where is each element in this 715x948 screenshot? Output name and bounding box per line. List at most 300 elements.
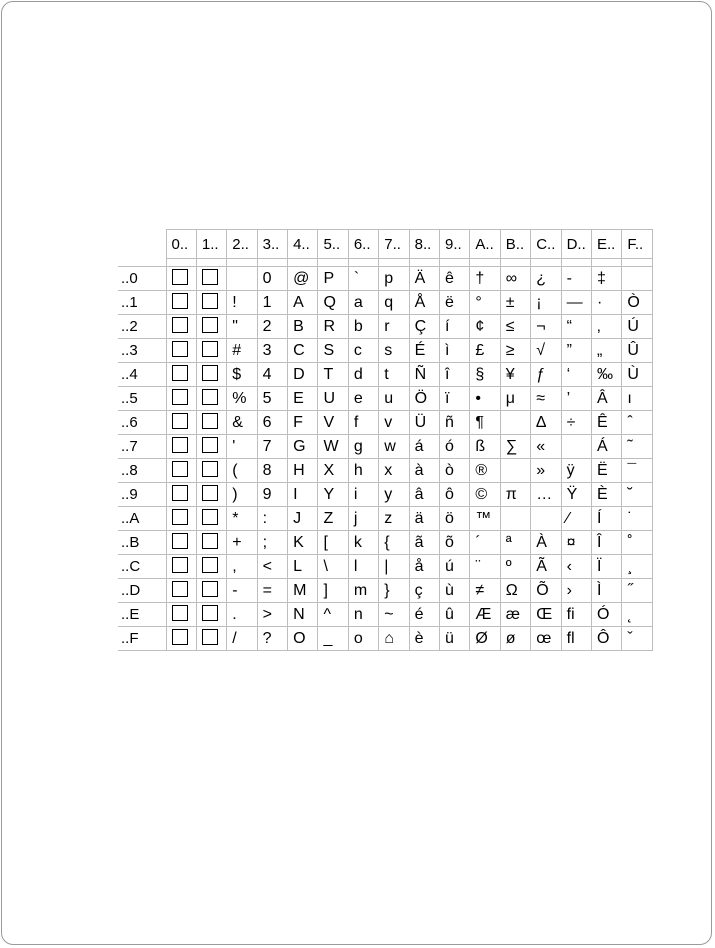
- missing-glyph-box: [202, 413, 218, 429]
- row-header: ..7: [118, 435, 166, 459]
- character-cell: [196, 555, 226, 579]
- character-cell: ¸: [622, 555, 652, 579]
- character-cell: ®: [470, 459, 500, 483]
- character-cell: U: [318, 387, 348, 411]
- character-cell: ¤: [561, 531, 591, 555]
- character-cell: 6: [257, 411, 287, 435]
- character-cell: »: [531, 459, 561, 483]
- table-row: [118, 339, 652, 363]
- character-cell: c: [348, 339, 378, 363]
- character-cell: q: [379, 291, 409, 315]
- character-cell: ⌂: [379, 627, 409, 651]
- character-cell: ;: [257, 531, 287, 555]
- character-cell: û: [440, 603, 470, 627]
- missing-glyph-box: [202, 341, 218, 357]
- character-cell: é: [409, 603, 439, 627]
- missing-glyph-box: [172, 461, 188, 477]
- character-cell: ã: [409, 531, 439, 555]
- character-cell: k: [348, 531, 378, 555]
- character-cell: d: [348, 363, 378, 387]
- character-cell: [500, 507, 530, 531]
- character-cell: ‹: [561, 555, 591, 579]
- character-cell: [166, 435, 196, 459]
- character-cell: o: [348, 627, 378, 651]
- character-cell: =: [257, 579, 287, 603]
- character-cell: [166, 507, 196, 531]
- missing-glyph-box: [202, 485, 218, 501]
- table-row: [118, 363, 652, 387]
- character-cell: Ú: [622, 315, 652, 339]
- character-cell: $: [227, 363, 257, 387]
- character-cell: [196, 363, 226, 387]
- character-cell: ∆: [531, 411, 561, 435]
- character-cell: ø: [500, 627, 530, 651]
- character-cell: ü: [440, 627, 470, 651]
- character-cell: [196, 339, 226, 363]
- character-cell: [196, 507, 226, 531]
- character-cell: Æ: [470, 603, 500, 627]
- character-cell: Ê: [591, 411, 621, 435]
- character-cell: ⁄: [561, 507, 591, 531]
- character-cell: ﬂ: [561, 627, 591, 651]
- character-cell: â: [409, 483, 439, 507]
- character-cell: L: [288, 555, 318, 579]
- table-row: [118, 435, 652, 459]
- row-header: ..F: [118, 627, 166, 651]
- character-cell: s: [379, 339, 409, 363]
- character-cell: !: [227, 291, 257, 315]
- character-cell: á: [409, 435, 439, 459]
- character-cell: .: [227, 603, 257, 627]
- character-cell: z: [379, 507, 409, 531]
- character-cell: Ñ: [409, 363, 439, 387]
- character-cell: “: [561, 315, 591, 339]
- character-map-table: [118, 229, 653, 651]
- character-cell: [196, 411, 226, 435]
- character-cell: ñ: [440, 411, 470, 435]
- character-cell: Ü: [409, 411, 439, 435]
- character-cell: [196, 267, 226, 291]
- character-cell: ˆ: [622, 411, 652, 435]
- character-cell: °: [470, 291, 500, 315]
- character-cell: ‚: [591, 315, 621, 339]
- missing-glyph-box: [172, 509, 188, 525]
- missing-glyph-box: [172, 293, 188, 309]
- missing-glyph-box: [202, 533, 218, 549]
- character-cell: T: [318, 363, 348, 387]
- character-cell: |: [379, 555, 409, 579]
- missing-glyph-box: [202, 461, 218, 477]
- row-header: ..5: [118, 387, 166, 411]
- character-cell: μ: [500, 387, 530, 411]
- missing-glyph-box: [172, 365, 188, 381]
- character-cell: 4: [257, 363, 287, 387]
- character-cell: l: [348, 555, 378, 579]
- character-cell: N: [288, 603, 318, 627]
- character-cell: ¯: [622, 459, 652, 483]
- character-cell: :: [257, 507, 287, 531]
- character-cell: [196, 315, 226, 339]
- character-cell: ©: [470, 483, 500, 507]
- character-cell: Û: [622, 339, 652, 363]
- character-cell: Œ: [531, 603, 561, 627]
- character-cell: [166, 579, 196, 603]
- character-cell: ß: [470, 435, 500, 459]
- column-header: 7..: [379, 230, 409, 259]
- column-header: 9..: [440, 230, 470, 259]
- character-cell: 9: [257, 483, 287, 507]
- column-header: E..: [591, 230, 621, 259]
- character-cell: [166, 363, 196, 387]
- character-cell: „: [591, 339, 621, 363]
- character-cell: V: [318, 411, 348, 435]
- character-cell: [166, 627, 196, 651]
- character-cell: ›: [561, 579, 591, 603]
- missing-glyph-box: [202, 605, 218, 621]
- character-cell: Î: [591, 531, 621, 555]
- character-cell: <: [257, 555, 287, 579]
- character-cell: x: [379, 459, 409, 483]
- missing-glyph-box: [172, 629, 188, 645]
- character-cell: Ì: [591, 579, 621, 603]
- missing-glyph-box: [172, 533, 188, 549]
- character-cell: [166, 555, 196, 579]
- character-cell: ≥: [500, 339, 530, 363]
- character-cell: [166, 315, 196, 339]
- character-cell: ﬁ: [561, 603, 591, 627]
- character-cell: [500, 411, 530, 435]
- character-cell: ‡: [591, 267, 621, 291]
- character-cell: ∑: [500, 435, 530, 459]
- character-cell: g: [348, 435, 378, 459]
- character-cell: K: [288, 531, 318, 555]
- character-cell: `: [348, 267, 378, 291]
- character-cell: [166, 387, 196, 411]
- character-cell: [196, 627, 226, 651]
- character-cell: [196, 459, 226, 483]
- character-cell: r: [379, 315, 409, 339]
- table-row: [118, 459, 652, 483]
- character-cell: À: [531, 531, 561, 555]
- column-header: F..: [622, 230, 652, 259]
- character-cell: ≠: [470, 579, 500, 603]
- row-header: ..3: [118, 339, 166, 363]
- column-header: 8..: [409, 230, 439, 259]
- character-cell: È: [591, 483, 621, 507]
- character-cell: ù: [440, 579, 470, 603]
- character-cell: å: [409, 555, 439, 579]
- character-cell: [166, 339, 196, 363]
- character-cell: ≈: [531, 387, 561, 411]
- character-cell: Ã: [531, 555, 561, 579]
- character-cell: u: [379, 387, 409, 411]
- missing-glyph-box: [172, 557, 188, 573]
- missing-glyph-box: [202, 389, 218, 405]
- missing-glyph-box: [202, 293, 218, 309]
- character-cell: æ: [500, 603, 530, 627]
- character-cell: ∞: [500, 267, 530, 291]
- character-cell: Ù: [622, 363, 652, 387]
- character-cell: M: [288, 579, 318, 603]
- character-cell: ¬: [531, 315, 561, 339]
- character-cell: 5: [257, 387, 287, 411]
- character-cell: Å: [409, 291, 439, 315]
- column-header: 6..: [348, 230, 378, 259]
- column-header: A..: [470, 230, 500, 259]
- character-cell: ’: [561, 387, 591, 411]
- character-cell: ä: [409, 507, 439, 531]
- missing-glyph-box: [202, 557, 218, 573]
- character-cell: F: [288, 411, 318, 435]
- row-header: ..A: [118, 507, 166, 531]
- character-cell: y: [379, 483, 409, 507]
- character-cell: ^: [318, 603, 348, 627]
- character-cell: —: [561, 291, 591, 315]
- character-cell: H: [288, 459, 318, 483]
- character-cell: [196, 483, 226, 507]
- character-cell: >: [257, 603, 287, 627]
- character-cell: ?: [257, 627, 287, 651]
- character-cell: ': [227, 435, 257, 459]
- missing-glyph-box: [202, 437, 218, 453]
- character-cell: [196, 531, 226, 555]
- character-cell: O: [288, 627, 318, 651]
- character-cell: ¢: [470, 315, 500, 339]
- character-cell: _: [318, 627, 348, 651]
- row-header: ..D: [118, 579, 166, 603]
- character-cell: i: [348, 483, 378, 507]
- character-cell: Ÿ: [561, 483, 591, 507]
- character-cell: √: [531, 339, 561, 363]
- table-row: [118, 531, 652, 555]
- character-cell: [196, 579, 226, 603]
- character-cell: J: [288, 507, 318, 531]
- character-cell: Õ: [531, 579, 561, 603]
- character-cell: [: [318, 531, 348, 555]
- character-cell: ò: [440, 459, 470, 483]
- character-cell: 3: [257, 339, 287, 363]
- column-header: 2..: [227, 230, 257, 259]
- character-cell: f: [348, 411, 378, 435]
- character-cell: §: [470, 363, 500, 387]
- character-cell: }: [379, 579, 409, 603]
- table-row: [118, 603, 652, 627]
- table-row: [118, 579, 652, 603]
- column-header: B..: [500, 230, 530, 259]
- character-cell: +: [227, 531, 257, 555]
- character-cell: à: [409, 459, 439, 483]
- missing-glyph-box: [202, 581, 218, 597]
- character-cell: [166, 603, 196, 627]
- table-row: [118, 267, 652, 291]
- character-cell: ": [227, 315, 257, 339]
- character-cell: t: [379, 363, 409, 387]
- character-cell: [166, 459, 196, 483]
- character-cell: ˛: [622, 603, 652, 627]
- character-cell: ¥: [500, 363, 530, 387]
- header-spacer-row: [118, 259, 652, 267]
- missing-glyph-box: [172, 269, 188, 285]
- character-cell: Y: [318, 483, 348, 507]
- row-header: ..E: [118, 603, 166, 627]
- table-row: [118, 411, 652, 435]
- character-cell: P: [318, 267, 348, 291]
- character-cell: ]: [318, 579, 348, 603]
- character-cell: ı: [622, 387, 652, 411]
- character-cell: C: [288, 339, 318, 363]
- character-cell: -: [561, 267, 591, 291]
- character-cell: õ: [440, 531, 470, 555]
- character-cell: Ω: [500, 579, 530, 603]
- character-cell: @: [288, 267, 318, 291]
- character-cell: W: [318, 435, 348, 459]
- character-cell: Z: [318, 507, 348, 531]
- row-header: ..9: [118, 483, 166, 507]
- character-cell: B: [288, 315, 318, 339]
- missing-glyph-box: [172, 341, 188, 357]
- character-cell: Ó: [591, 603, 621, 627]
- character-cell: ª: [500, 531, 530, 555]
- character-cell: ë: [440, 291, 470, 315]
- character-cell: ¨: [470, 555, 500, 579]
- character-cell: ÿ: [561, 459, 591, 483]
- character-cell: ÷: [561, 411, 591, 435]
- table-row: [118, 507, 652, 531]
- character-cell: Ø: [470, 627, 500, 651]
- character-cell: \: [318, 555, 348, 579]
- character-cell: a: [348, 291, 378, 315]
- character-map-body: [118, 267, 652, 651]
- table-row: [118, 315, 652, 339]
- character-cell: ≤: [500, 315, 530, 339]
- character-cell: œ: [531, 627, 561, 651]
- character-cell: I: [288, 483, 318, 507]
- character-cell: ç: [409, 579, 439, 603]
- character-cell: m: [348, 579, 378, 603]
- missing-glyph-box: [172, 413, 188, 429]
- character-cell: ú: [440, 555, 470, 579]
- character-cell: Í: [591, 507, 621, 531]
- character-cell: R: [318, 315, 348, 339]
- character-cell: [561, 435, 591, 459]
- missing-glyph-box: [172, 581, 188, 597]
- missing-glyph-box: [202, 629, 218, 645]
- character-cell: ‰: [591, 363, 621, 387]
- character-cell: [196, 435, 226, 459]
- table-row: [118, 291, 652, 315]
- character-cell: [166, 483, 196, 507]
- character-cell: è: [409, 627, 439, 651]
- character-cell: π: [500, 483, 530, 507]
- column-header-row: [118, 230, 652, 259]
- table-row: [118, 555, 652, 579]
- row-header: ..4: [118, 363, 166, 387]
- character-cell: £: [470, 339, 500, 363]
- character-cell: 8: [257, 459, 287, 483]
- character-cell: ~: [379, 603, 409, 627]
- character-cell: p: [379, 267, 409, 291]
- character-cell: «: [531, 435, 561, 459]
- character-cell: ): [227, 483, 257, 507]
- character-cell: E: [288, 387, 318, 411]
- row-header: ..6: [118, 411, 166, 435]
- character-cell: ö: [440, 507, 470, 531]
- character-cell: Q: [318, 291, 348, 315]
- character-cell: †: [470, 267, 500, 291]
- missing-glyph-box: [172, 605, 188, 621]
- table-row: [118, 627, 652, 651]
- character-cell: ƒ: [531, 363, 561, 387]
- column-header: 5..: [318, 230, 348, 259]
- missing-glyph-box: [172, 437, 188, 453]
- character-cell: [622, 267, 652, 291]
- character-cell: É: [409, 339, 439, 363]
- column-header: 3..: [257, 230, 287, 259]
- character-cell: ”: [561, 339, 591, 363]
- character-cell: [166, 411, 196, 435]
- character-cell: ï: [440, 387, 470, 411]
- character-cell: 0: [257, 267, 287, 291]
- character-cell: X: [318, 459, 348, 483]
- row-header: ..1: [118, 291, 166, 315]
- character-cell: (: [227, 459, 257, 483]
- character-cell: %: [227, 387, 257, 411]
- character-cell: Ö: [409, 387, 439, 411]
- character-cell: Ô: [591, 627, 621, 651]
- character-cell: ˚: [622, 531, 652, 555]
- row-header: ..8: [118, 459, 166, 483]
- character-cell: [196, 291, 226, 315]
- character-cell: [166, 291, 196, 315]
- character-cell: &: [227, 411, 257, 435]
- column-header: 0..: [166, 230, 196, 259]
- character-cell: Ë: [591, 459, 621, 483]
- character-cell: b: [348, 315, 378, 339]
- character-cell: ì: [440, 339, 470, 363]
- character-cell: Â: [591, 387, 621, 411]
- character-cell: ê: [440, 267, 470, 291]
- character-cell: h: [348, 459, 378, 483]
- character-cell: -: [227, 579, 257, 603]
- character-cell: ˙: [622, 507, 652, 531]
- character-cell: ±: [500, 291, 530, 315]
- character-cell: ,: [227, 555, 257, 579]
- character-cell: #: [227, 339, 257, 363]
- missing-glyph-box: [202, 317, 218, 333]
- character-cell: ˝: [622, 579, 652, 603]
- row-header: ..2: [118, 315, 166, 339]
- character-cell: [227, 267, 257, 291]
- character-cell: [196, 603, 226, 627]
- character-cell: ¶: [470, 411, 500, 435]
- character-cell: º: [500, 555, 530, 579]
- character-cell: n: [348, 603, 378, 627]
- character-cell: {: [379, 531, 409, 555]
- character-cell: 7: [257, 435, 287, 459]
- character-cell: ˇ: [622, 627, 652, 651]
- character-cell: ·: [591, 291, 621, 315]
- character-cell: w: [379, 435, 409, 459]
- character-cell: [500, 459, 530, 483]
- missing-glyph-box: [202, 365, 218, 381]
- character-cell: Ï: [591, 555, 621, 579]
- character-cell: ‘: [561, 363, 591, 387]
- missing-glyph-box: [202, 269, 218, 285]
- character-cell: [196, 387, 226, 411]
- table-row: [118, 483, 652, 507]
- missing-glyph-box: [172, 389, 188, 405]
- character-cell: Ç: [409, 315, 439, 339]
